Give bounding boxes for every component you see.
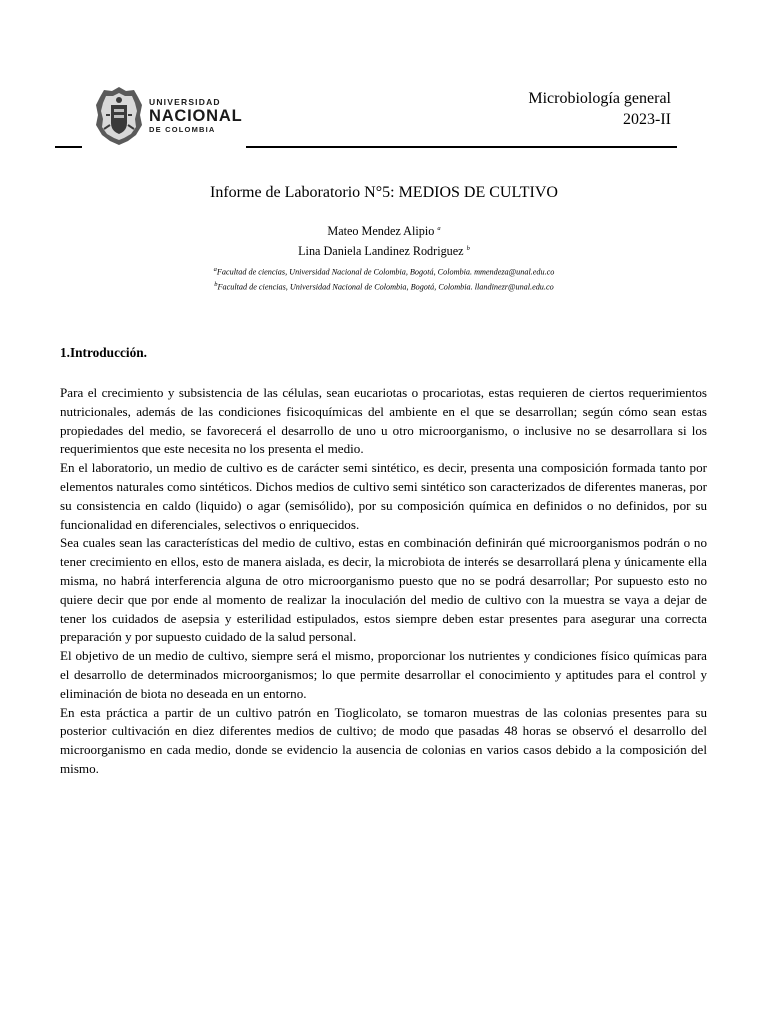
affiliation-2	[0, 279, 768, 294]
paragraph: En esta práctica a partir de un cultivo patrón en Tioglicolato, se tomaron muestras de las colonias presentes para su posterior cultivación en diez diferentes medios de cultivo; de modo que pasadas 48 horas se observó el desarrollo del microorganismo en cada medio, donde se evidencio la ausencia de colonias en varios casos debido a la composición del mismo.	[60, 704, 707, 776]
university-logo	[94, 85, 244, 147]
paragraph: El objetivo de un medio de cultivo, siempre será el mismo, proporcionar los nutrientes y condiciones físico químicas para el desarrollo de determinados microorganismos; lo que permite desarrollar el conocimiento y aptitudes para el control y eliminación de biota no deseada en un entorno.	[60, 648, 707, 701]
author-list	[0, 220, 768, 260]
paragraph: Para el crecimiento y subsistencia de las células, sean eucariotas o procariotas, estas requieren de ciertos requerimientos nutricionales, además de las condiciones fisicoquímicas del ambiente en el que se desarrollan; según cómo sean estas propiedades del medio, se favorecerá el desarrollo de uno u otro microorganismo, o inclusive no se desarrollara si los requerimientos que este necesita no los presenta el medio.	[60, 385, 707, 457]
author-mark: b	[466, 245, 470, 253]
university-crest-icon	[94, 85, 144, 147]
affiliation-1	[0, 264, 768, 279]
section-heading: 1.Introducción.	[60, 345, 147, 360]
course-name: Microbiología general	[528, 90, 671, 107]
author-1	[0, 220, 768, 240]
logo-line-3: DE COLOMBIA	[149, 125, 216, 134]
header-rule-right	[246, 146, 677, 148]
course-info	[528, 88, 671, 130]
affiliation-mark: a	[213, 266, 217, 273]
header-rule-left	[55, 146, 82, 148]
author-name: Lina Daniela Landinez Rodriguez	[298, 244, 464, 259]
author-mark: a	[437, 225, 441, 232]
report-title: Informe de Laboratorio N°5: MEDIOS DE CULTIVO	[210, 184, 558, 201]
logo-wordmark	[149, 97, 242, 134]
author-name: Mateo Mendez Alipio	[327, 224, 435, 239]
affiliation-mark: b	[214, 280, 218, 288]
logo-line-2: NACIONAL	[149, 107, 243, 125]
introduction-body	[60, 384, 707, 779]
course-term: 2023-II	[623, 111, 671, 128]
logo-line-1: UNIVERSIDAD	[149, 97, 221, 107]
affiliation-text: Facultad de ciencias, Universidad Nacional de Colombia, Bogotá, Colombia. llandinezr@unal.edu.co	[217, 282, 554, 292]
author-2	[0, 240, 768, 260]
paragraph: Sea cuales sean las características del medio de cultivo, estas en combinación definirán qué microorganismos podrán o no tener crecimiento en ellos, esto de manera aislada, es decir, la microbiota de interés se desarrollará plena y únicamente ella misma, no habrá interferencia alguna de otro microorganismo puesto que no se podrá desarrollar; Por supuesto esto no quiere decir que por ende al momento de realizar la inoculación del medio de cultivo con la muestra se vaya a dejar de tener los cuidados de asepsia y esterilidad estipulados, estos siempre deben estar presentes para asegurar una correcta preparación y por supuesto cuidado de la salud personal.	[60, 535, 707, 645]
paragraph: En el laboratorio, un medio de cultivo es de carácter semi sintético, es decir, presenta una composición formada tanto por elementos naturales como sintéticos. Dichos medios de cultivo semi sintético son caracterizados de diferentes maneras, por su consistencia en caldo (liquido) o agar (semisólido), por su composición química en definidos o no definidos, por su funcionalidad en diferenciales, selectivos o enriquecidos.	[60, 460, 707, 532]
affiliation-list	[0, 264, 768, 293]
affiliation-text: Facultad de ciencias, Universidad Nacional de Colombia, Bogotá, Colombia. mmendeza@unal.edu.co	[216, 267, 555, 277]
